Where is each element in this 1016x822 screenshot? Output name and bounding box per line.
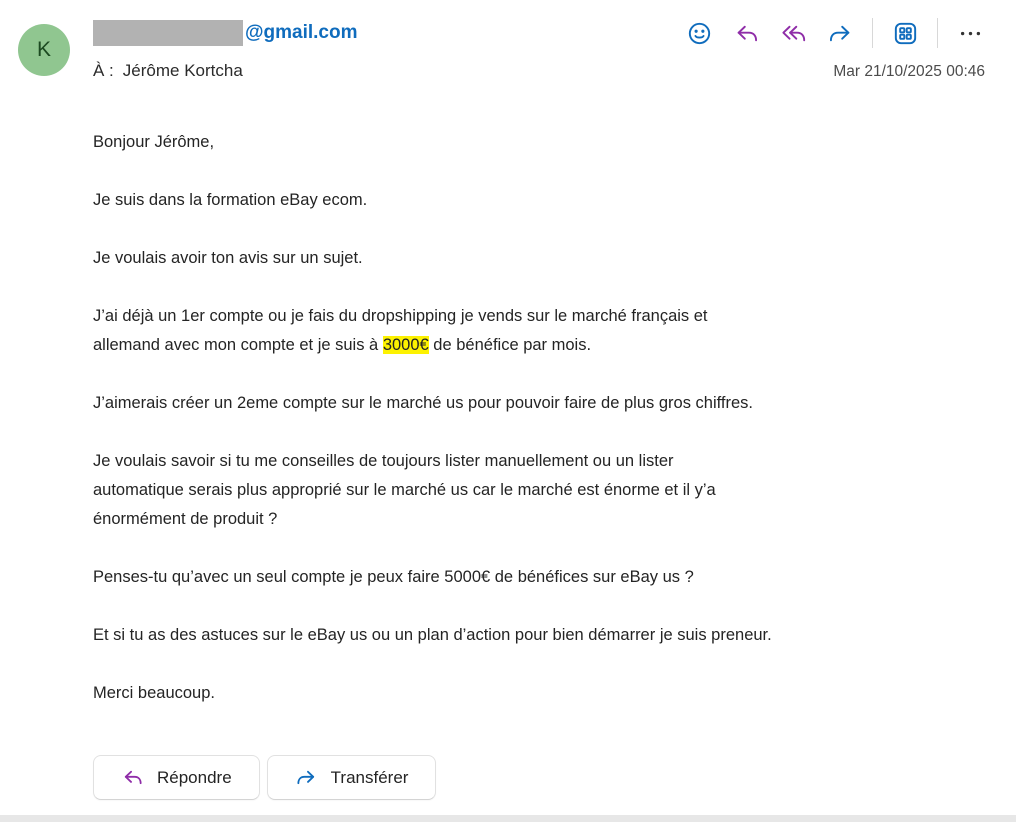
text-segment: de bénéfice par mois.: [428, 336, 592, 354]
email-body: [93, 128, 990, 708]
email-paragraph: [93, 302, 990, 360]
sender-row: [93, 18, 985, 48]
sender-email[interactable]: @gmail.com: [245, 22, 358, 43]
text-segment: Penses-tu qu’avec un seul compte je peux faire 5000€ de bénéfices sur eBay us ?: [93, 568, 694, 586]
footer-forward-label: Transférer: [330, 767, 409, 787]
forward-arrow-icon: [827, 20, 854, 47]
smiley-icon: [686, 20, 713, 47]
text-segment: Merci beaucoup.: [93, 684, 215, 702]
email-paragraph: [93, 128, 990, 157]
text-segment: Je voulais avoir ton avis sur un sujet.: [93, 249, 363, 267]
to-label: À :: [93, 61, 114, 80]
email-paragraph: [93, 186, 990, 215]
forward-arrow-icon: [295, 766, 318, 789]
footer-actions: [93, 755, 436, 800]
toolbar-divider: [937, 18, 938, 48]
header-main: [93, 18, 985, 81]
apps-grid-icon: [891, 19, 920, 48]
reply-all-arrow-icon: [780, 20, 807, 47]
reply-arrow-icon: [121, 766, 144, 789]
recipient-name[interactable]: Jérôme Kortcha: [122, 61, 243, 80]
text-segment: J’ai déjà un 1er compte ou je fais du dropshipping je vends sur le marché français et: [93, 307, 708, 325]
ellipsis-icon: [957, 20, 984, 47]
reply-arrow-icon: [733, 20, 760, 47]
text-segment: Je suis dans la formation eBay ecom.: [93, 191, 368, 209]
message-toolbar: [684, 18, 985, 48]
reactions-button[interactable]: [684, 18, 714, 48]
forward-button[interactable]: [825, 18, 855, 48]
email-paragraph: [93, 563, 990, 592]
recipient-row: [93, 61, 985, 81]
redacted-sender-name: [93, 20, 243, 46]
footer-reply-button[interactable]: [93, 755, 260, 800]
text-segment: allemand avec mon compte et je suis à: [93, 336, 383, 354]
reply-button[interactable]: [731, 18, 761, 48]
highlighted-amount: 3000€: [382, 336, 429, 354]
text-segment: Je voulais savoir si tu me conseilles de toujours lister manuellement ou un lister: [93, 452, 674, 470]
email-paragraph: [93, 389, 990, 418]
bottom-divider-strip: [0, 815, 1016, 822]
email-paragraph: [93, 244, 990, 273]
text-segment: Bonjour Jérôme,: [93, 133, 215, 151]
text-segment: énormément de produit ?: [93, 510, 278, 528]
text-segment: automatique serais plus approprié sur le marché us car le marché est énorme et il y’a: [93, 481, 716, 499]
email-paragraph: [93, 679, 990, 708]
reply-all-button[interactable]: [778, 18, 808, 48]
timestamp: Mar 21/10/2025 00:46: [833, 63, 985, 80]
email-paragraph: [93, 447, 990, 534]
footer-forward-button[interactable]: [267, 755, 437, 800]
toolbar-divider: [872, 18, 873, 48]
text-segment: Et si tu as des astuces sur le eBay us ou un plan d’action pour bien démarrer je suis preneur.: [93, 626, 772, 644]
email-header: [0, 0, 1016, 81]
more-options-button[interactable]: [955, 18, 985, 48]
apps-button[interactable]: [890, 18, 920, 48]
avatar[interactable]: K: [18, 24, 70, 76]
email-paragraph: [93, 621, 990, 650]
footer-reply-label: Répondre: [157, 767, 232, 787]
text-segment: J’aimerais créer un 2eme compte sur le marché us pour pouvoir faire de plus gros chiffres.: [93, 394, 753, 412]
